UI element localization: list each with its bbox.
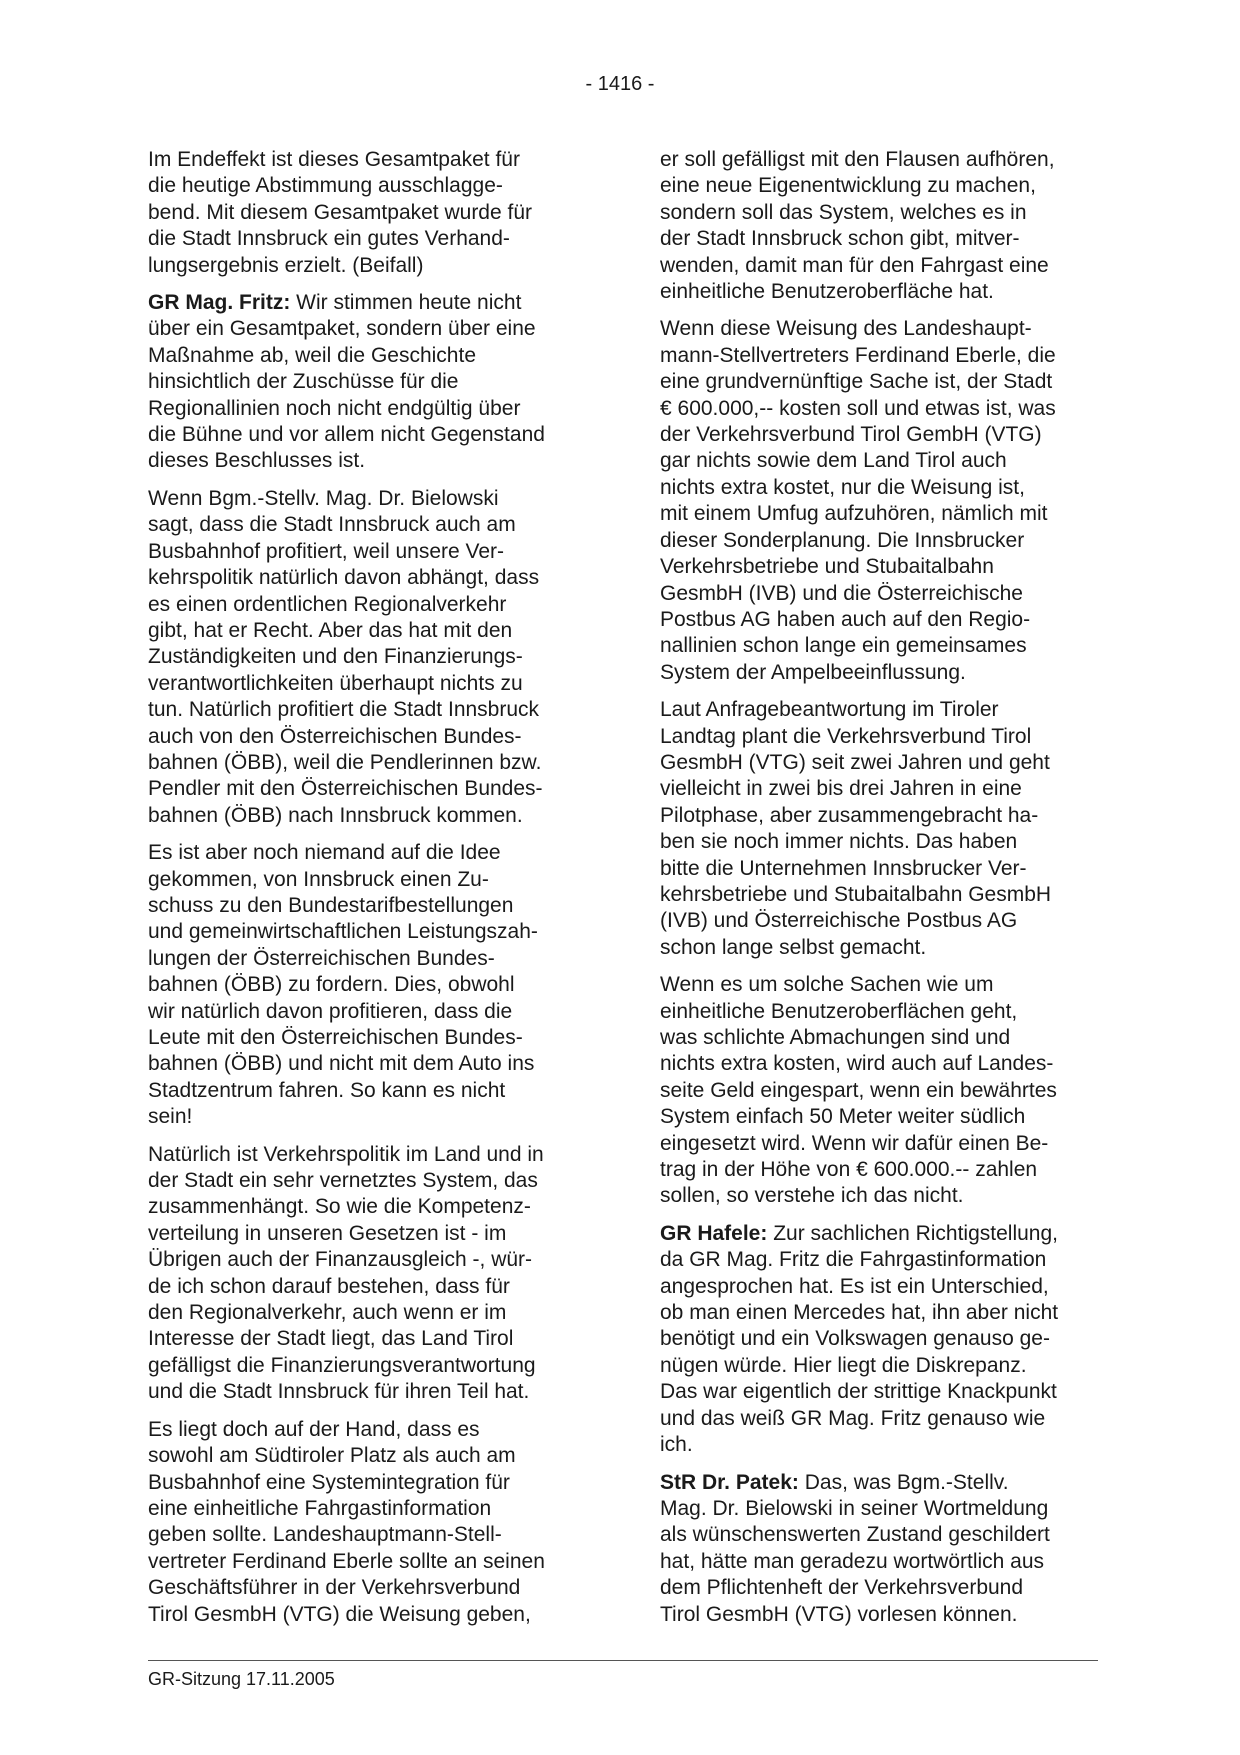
paragraph	[660, 316, 1130, 686]
paragraph-text: Wir stimmen heute nicht über ein Gesamtpaket, sondern über eine Maßnahme ab, weil die Geschichte hinsichtlich der Zuschüsse für die Regionallinien noch nicht endgültig über die Bühne und vor allem nicht Gegenstand dieses Beschlusses ist.	[148, 291, 545, 473]
speaker-name: GR Hafele:	[660, 1221, 768, 1245]
paragraph-text: Zur sachlichen Richtigstellung, da GR Mag. Fritz die Fahrgastinformation angesprochen hat. Es ist ein Unterschied, ob man einen Mercedes hat, ihn aber nicht benötigt und ein Volkswagen genauso ge- nügen würde. Hier liegt die Diskrepanz. Das war eigentlich der strittige Knackpunkt und das weiß GR Mag. Fritz genauso wie ich.	[660, 1221, 1059, 1457]
speaker-name: StR Dr. Patek:	[660, 1470, 799, 1494]
left-column	[148, 147, 618, 1639]
paragraph-text: Natürlich ist Verkehrspolitik im Land und in der Stadt ein sehr vernetztes System, das zusammenhängt. So wie die Kompetenz- verteilung in unseren Gesetzen ist - im Übrigen auch der Finanzausgleich -, wür- de ich schon darauf bestehen, dass für den Regionalverkehr, auch wenn er im Interesse der Stadt liegt, das Land Tirol gefälligst die Finanzierungsverantwortung und die Stadt Innsbruck für ihren Teil hat.	[148, 1142, 544, 1404]
paragraph	[660, 697, 1130, 961]
paragraph	[660, 1221, 1130, 1459]
right-column	[660, 147, 1130, 1639]
speaker-name: GR Mag. Fritz:	[148, 291, 291, 315]
footer-session-date: GR-Sitzung 17.11.2005	[148, 1669, 335, 1689]
paragraph	[660, 972, 1130, 1210]
paragraph	[660, 147, 1130, 305]
paragraph-text: Es ist aber noch niemand auf die Idee gekommen, von Innsbruck einen Zu- schuss zu den Bundestarifbestellungen und gemeinwirtschaftlichen Leistungszah- lungen der Österreichischen Bundes- bahnen (ÖBB) zu fordern. Dies, obwohl wir natürlich davon profitieren, dass die Leute mit den Österreichischen Bundes- bahnen (ÖBB) und nicht mit dem Auto ins Stadtzentrum fahren. So kann es nicht sein!	[148, 841, 538, 1129]
footer-divider	[148, 1660, 1098, 1661]
paragraph-text: Wenn diese Weisung des Landeshaupt- mann-Stellvertreters Ferdinand Eberle, die eine grundvernünftige Sache ist, der Stadt € 600.000,-- kosten soll und etwas ist, was der Verkehrsverbund Tirol GembH (VTG) gar nichts sowie dem Land Tirol auch nichts extra kostet, nur die Weisung ist, mit einem Umfug aufzuhören, nämlich mit dieser Sonderplanung. Die Innsbrucker Verkehrsbetriebe und Stubaitalbahn GesmbH (IVB) und die Österreichische Postbus AG haben auch auf den Regio- nallinien schon lange ein gemeinsames System der Ampelbeeinflussung.	[660, 317, 1056, 684]
paragraph	[148, 1142, 618, 1406]
paragraph	[148, 486, 618, 829]
paragraph-text: Wenn Bgm.-Stellv. Mag. Dr. Bielowski sagt, dass die Stadt Innsbruck auch am Busbahnhof profitiert, weil unsere Ver- kehrspolitik natürlich davon abhängt, dass es einen ordentlichen Regionalverkehr gibt, hat er Recht. Aber das hat mit den Zuständigkeiten und den Finanzierungs- verantwortlichkeiten überhaupt nichts zu tun. Natürlich profitiert die Stadt Innsbruck auch von den Österreichischen Bundes- bahnen (ÖBB), weil die Pendlerinnen bzw. Pendler mit den Österreichischen Bundes- bahnen (ÖBB) nach Innsbruck kommen.	[148, 486, 543, 827]
paragraph	[660, 1470, 1130, 1628]
paragraph-text: Es liegt doch auf der Hand, dass es sowohl am Südtiroler Platz als auch am Busbahnhof eine Systemintegration für eine einheitliche Fahrgastinformation geben sollte. Landeshauptmann-Stell- vertreter Ferdinand Eberle sollte an seinen Geschäftsführer in der Verkehrsverbund Tirol GesmbH (VTG) die Weisung geben,	[148, 1417, 545, 1626]
page-number: - 1416 -	[585, 73, 655, 95]
paragraph-text: Im Endeffekt ist dieses Gesamtpaket für die heutige Abstimmung ausschlagge- bend. Mit diesem Gesamtpaket wurde für die Stadt Innsbruck ein gutes Verhand- lungsergebnis erzielt. (Beifall)	[148, 148, 533, 277]
paragraph-text: er soll gefälligst mit den Flausen aufhören, eine neue Eigenentwicklung zu machen, sondern soll das System, welches es in der Stadt Innsbruck schon gibt, mitver- wenden, damit man für den Fahrgast eine einheitliche Benutzeroberfläche hat.	[660, 148, 1055, 304]
paragraph-text: Wenn es um solche Sachen wie um einheitliche Benutzeroberflächen geht, was schlichte Abmachungen sind und nichts extra kosten, wird auch auf Landes- seite Geld eingespart, wenn ein bewährtes System einfach 50 Meter weiter südlich eingesetzt wird. Wenn wir dafür einen Be- trag in der Höhe von € 600.000.-- zahlen sollen, so verstehe ich das nicht.	[660, 973, 1057, 1208]
paragraph	[148, 840, 618, 1130]
paragraph	[148, 1417, 618, 1628]
paragraph	[148, 290, 618, 475]
paragraph-text: Das, was Bgm.-Stellv. Mag. Dr. Bielowski in seiner Wortmeldung als wünschenswerten Zustand geschildert hat, hätte man geradezu wortwörtlich aus dem Pflichtenheft der Verkehrsverbund Tirol GesmbH (VTG) vorlesen können.	[660, 1470, 1050, 1626]
paragraph	[148, 147, 618, 279]
paragraph-text: Laut Anfragebeantwortung im Tiroler Landtag plant die Verkehrsverbund Tirol GesmbH (VTG) seit zwei Jahren und geht vielleicht in zwei bis drei Jahren in eine Pilotphase, aber zusammengebracht ha- ben sie noch immer nichts. Das haben bitte die Unternehmen Innsbrucker Ver- kehrsbetriebe und Stubaitalbahn GesmbH (IVB) und Österreichische Postbus AG schon lange selbst gemacht.	[660, 698, 1052, 959]
